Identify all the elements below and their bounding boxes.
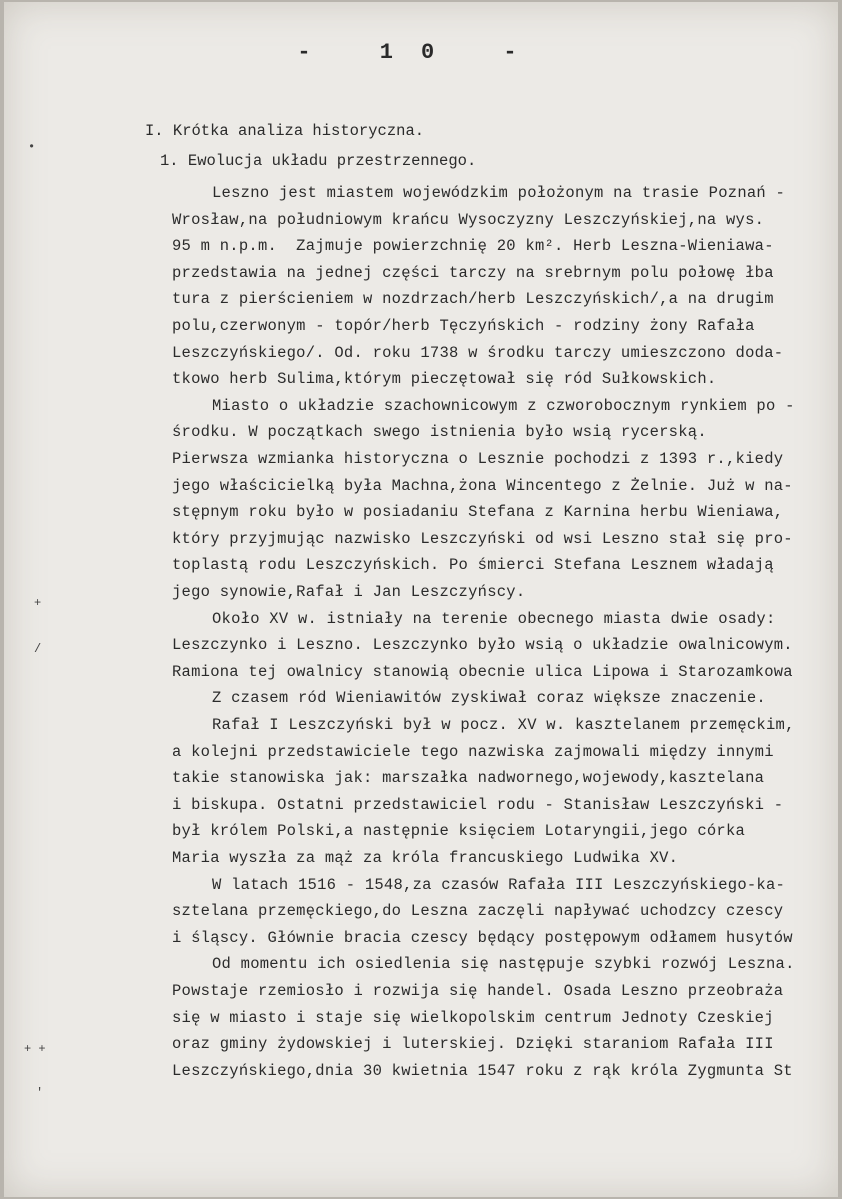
text-line: Rafał I Leszczyński był w pocz. XV w. kasztelanem przemęckim,: [212, 716, 795, 734]
subsection-heading: 1. Ewolucja układu przestrzennego.: [160, 152, 477, 170]
text-line: Wrosław,na południowym krańcu Wysoczyzny Leszczyńskiej,na wys.: [172, 210, 765, 229]
text-line: stępnym roku było w posiadaniu Stefana z Karnina herbu Wieniawa,: [172, 503, 784, 522]
text-line: toplastą rodu Leszczyńskich. Po śmierci Stefana Lesznem władają: [172, 556, 774, 575]
text-line: Od momentu ich osiedlenia się następuje szybki rozwój Leszna.: [212, 955, 795, 974]
margin-mark: /: [34, 642, 42, 656]
text-line: Leszno jest miastem wojewódzkim położonym na trasie Poznań -: [212, 184, 786, 202]
text-line: Leszczynko i Leszno. Leszczynko było wsią o układzie owalnicowym.: [172, 636, 793, 655]
text-line: środku. W początkach swego istnienia było wsią rycerską.: [172, 423, 707, 442]
margin-mark: + +: [24, 1042, 46, 1056]
section-heading: I. Krótka analiza historyczna.: [145, 122, 425, 140]
text-line: był królem Polski,a następnie księciem Lotaryngii,jego córka: [172, 822, 746, 841]
text-line: Leszczyńskiego,dnia 30 kwietnia 1547 roku z rąk króla Zygmunta St: [172, 1061, 793, 1080]
text-line: który przyjmując nazwisko Leszczyński od wsi Leszno stał się pro-: [172, 529, 793, 548]
text-line: oraz gminy żydowskiej i luterskiej. Dzięki staraniom Rafała III: [172, 1035, 774, 1054]
text-line: Pierwsza wzmianka historyczna o Lesznie pochodzi z 1393 r.,kiedy: [172, 450, 784, 468]
text-line: Ramiona tej owalnicy stanowią obecnie ulica Lipowa i Starozamkowa: [172, 662, 793, 681]
text-line: Leszczyńskiego/. Od. roku 1738 w środku tarczy umieszczono doda-: [172, 343, 784, 362]
text-line: W latach 1516 - 1548,za czasów Rafała III Leszczyńskiego-ka-: [212, 875, 786, 894]
margin-mark: +: [34, 596, 42, 610]
text-line: Miasto o układzie szachownicowym z czworobocznym rynkiem po -: [212, 396, 795, 415]
margin-mark: •: [28, 140, 36, 154]
page-number: - 10 -: [297, 40, 545, 65]
text-line: tkowo herb Sulima,którym pieczętował się ród Sułkowskich.: [172, 370, 717, 389]
text-line: 95 m n.p.m. Zajmuje powierzchnię 20 km². Herb Leszna-Wieniawa-: [172, 237, 774, 256]
text-line: i śląscy. Głównie bracia czescy będący postępowym odłamem husytów: [172, 928, 793, 947]
text-line: tura z pierścieniem w nozdrzach/herb Leszczyńskich/,a na drugim: [172, 290, 774, 309]
text-line: Z czasem ród Wieniawitów zyskiwał coraz większe znaczenie.: [212, 689, 766, 708]
text-line: Około XV w. istniały na terenie obecnego miasta dwie osady:: [212, 609, 776, 628]
text-line: a kolejni przedstawiciele tego nazwiska zajmowali między innymi: [172, 742, 774, 761]
text-line: jego właścicielką była Machna,żona Wincentego z Żelnie. Już w na-: [172, 476, 793, 495]
text-line: Maria wyszła za mąż za króla francuskiego Ludwika XV.: [172, 849, 679, 867]
text-line: Powstaje rzemiosło i rozwija się handel. Osada Leszno przeobraża: [172, 982, 784, 1000]
text-line: takie stanowiska jak: marszałka nadwornego,wojewody,kasztelana: [172, 769, 765, 788]
text-line: przedstawia na jednej części tarczy na srebrnym polu połowę łba: [172, 263, 774, 282]
text-line: jego synowie,Rafał i Jan Leszczyńscy.: [172, 583, 526, 601]
text-line: polu,czerwonym - topór/herb Tęczyńskich - rodziny żony Rafała: [172, 317, 755, 335]
text-line: i biskupa. Ostatni przedstawiciel rodu - Stanisław Leszczyński -: [172, 795, 784, 814]
margin-mark: ': [36, 1086, 44, 1100]
text-line: sztelana przemęckiego,do Leszna zaczęli napływać uchodzcy czescy: [172, 902, 784, 921]
text-line: się w miasto i staje się wielkopolskim centrum Jednoty Czeskiej: [172, 1008, 774, 1027]
